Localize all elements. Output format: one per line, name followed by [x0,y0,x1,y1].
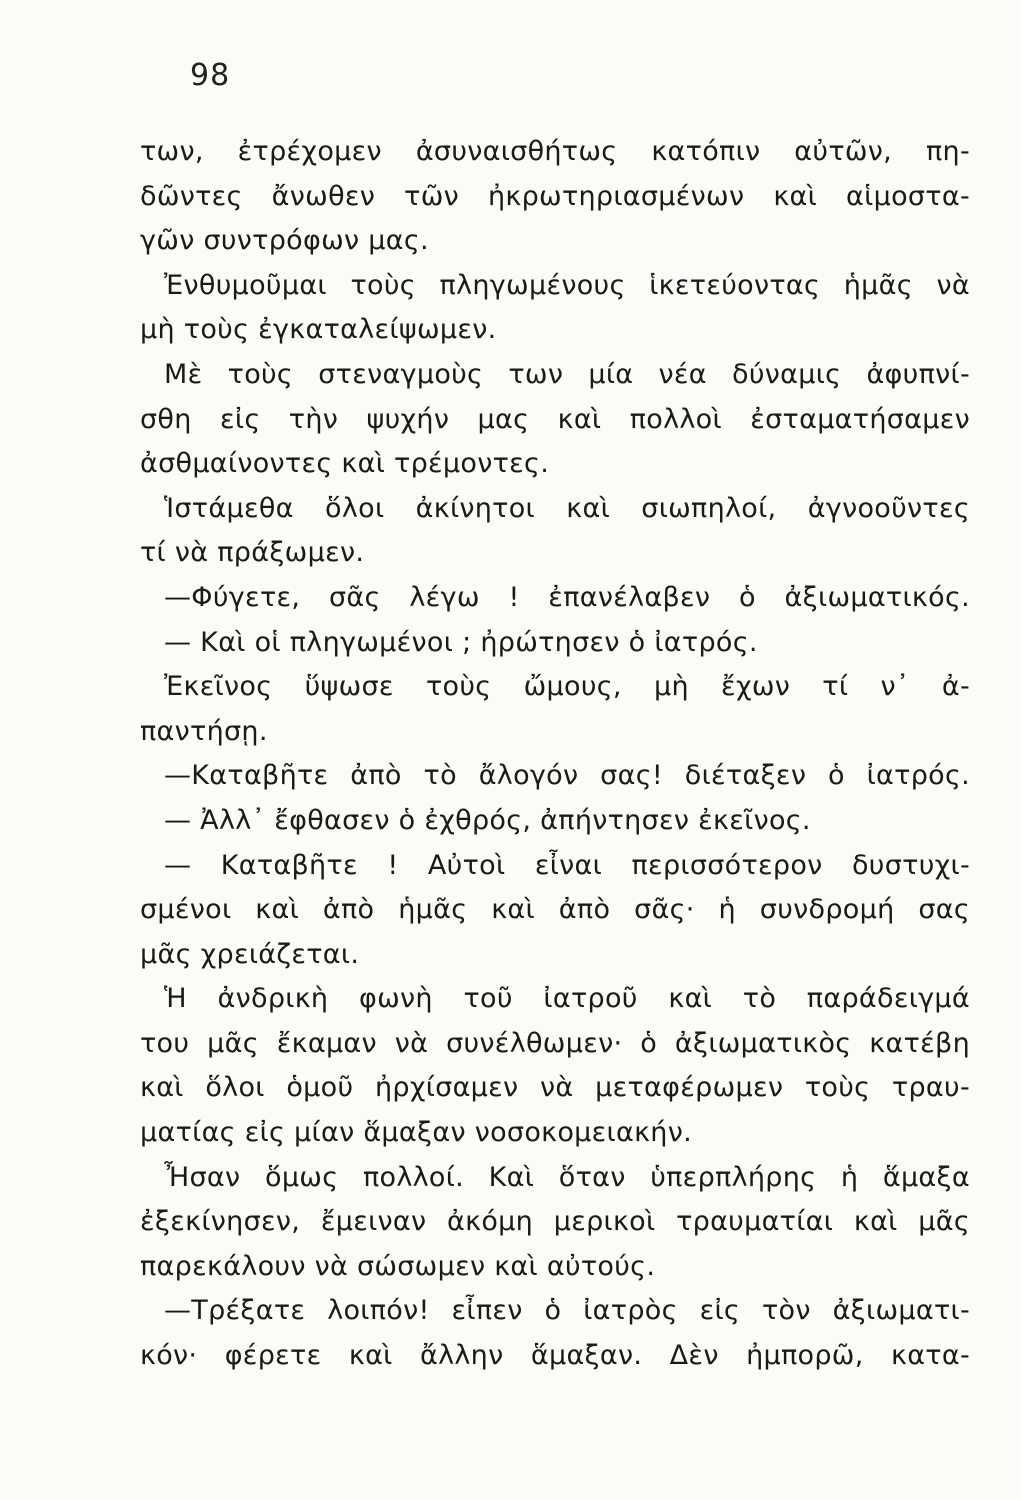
text-line: Μὲ τοὺς στεναγμοὺς των μία νέα δύναμις ἀφυπνί- [164,358,970,390]
page-number: 98 [190,58,231,93]
text-line: —Τρέξατε λοιπόν! εἶπεν ὁ ἰατρὸς εἰς τὸν ἀξιωματι- [164,1295,970,1327]
text-line: του μᾶς ἔκαμαν νὰ συνέλθωμεν· ὁ ἀξιωματικὸς κατέβη [140,1027,970,1059]
text-line: — Καὶ οἱ πληγωμένοι ; ἠρώτησεν ὁ ἰατρός. [164,626,758,658]
text-line: μᾶς χρειάζεται. [140,938,360,970]
text-line: γῶν συντρόφων μας. [140,225,429,257]
text-line: — Καταβῆτε ! Αὐτοὶ εἶναι περισσότερον δυστυχι- [164,849,970,881]
body-text [140,130,970,1379]
text-line: των, ἐτρέχομεν ἀσυναισθήτως κατόπιν αὐτῶν, πη- [140,136,970,167]
text-line: καὶ ὅλοι ὁμοῦ ἠρχίσαμεν νὰ μεταφέρωμεν τοὺς τραυ- [140,1072,970,1104]
text-line: δῶντες ἄνωθεν τῶν ἠκρωτηριασμένων καὶ αἱμοστα- [140,180,970,212]
text-line: παρεκάλουν νὰ σώσωμεν καὶ αὐτούς. [140,1250,656,1282]
text-line: ἀσθμαίνοντες καὶ τρέμοντες. [140,448,550,480]
text-line: ἐξεκίνησεν, ἔμειναν ἀκόμη μερικοὶ τραυματίαι καὶ μᾶς [140,1206,970,1238]
text-line: ματίας εἰς μίαν ἅμαξαν νοσοκομειακήν. [140,1117,692,1149]
text-line: σθη εἰς τὴν ψυχήν μας καὶ πολλοὶ ἐσταματήσαμεν [140,403,970,435]
text-line: — Ἀλλ᾽ ἔφθασεν ὁ ἐχθρός, ἀπήντησεν ἐκεῖνος. [164,804,811,836]
text-line: τί νὰ πράξωμεν. [140,537,365,569]
text-line: Ἐκεῖνος ὕψωσε τοὺς ὤμους, μὴ ἔχων τί ν᾽ ἀ- [164,671,970,703]
text-line: —Φύγετε, σᾶς λέγω ! ἐπανέλαβεν ὁ ἀξιωματικός. [164,581,970,613]
text-line: —Καταβῆτε ἀπὸ τὸ ἄλογόν σας! διέταξεν ὁ ἰατρός. [164,760,970,792]
text-line: κόν· φέρετε καὶ ἄλλην ἅμαξαν. Δὲν ἠμπορῶ, κατα- [140,1340,970,1372]
text-line: Ἐνθυμοῦμαι τοὺς πληγωμένους ἱκετεύοντας ἡμᾶς νὰ [164,269,970,301]
text-line: Ἡ ἀνδρικὴ φωνὴ τοῦ ἰατροῦ καὶ τὸ παράδειγμά [164,983,970,1015]
text-line: Ἦσαν ὅμως πολλοί. Καὶ ὅταν ὑπερπλήρης ἡ ἅμαξα [164,1161,970,1193]
text-line: παντήσῃ. [140,715,268,747]
text-line: μὴ τοὺς ἐγκαταλείψωμεν. [140,314,497,346]
text-line: σμένοι καὶ ἀπὸ ἡμᾶς καὶ ἀπὸ σᾶς· ἡ συνδρομή σας [140,894,970,926]
text-line: Ἱστάμεθα ὅλοι ἀκίνητοι καὶ σιωπηλοί, ἀγνοοῦντες [164,492,970,524]
